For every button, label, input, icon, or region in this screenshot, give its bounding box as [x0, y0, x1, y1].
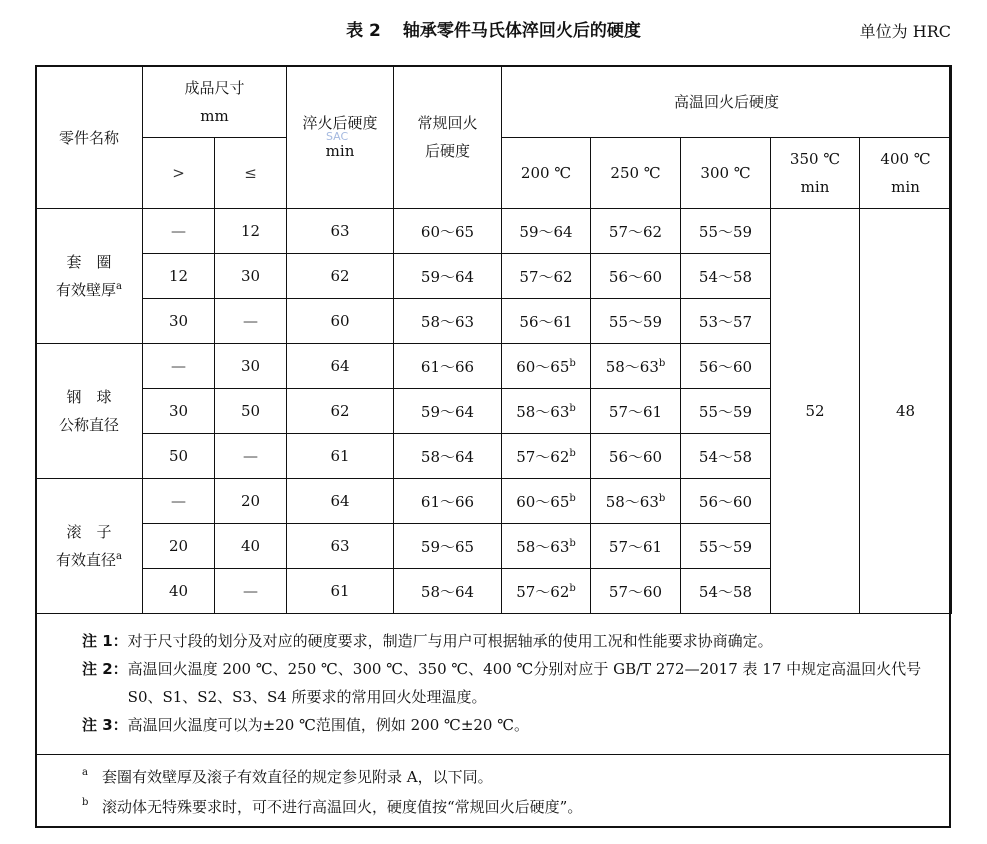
- t200-cell: [502, 524, 591, 569]
- size-gt-cell: 20: [143, 524, 215, 569]
- t250-cell: [591, 209, 681, 254]
- t250-value: 55～59: [608, 312, 663, 331]
- quench-hardness-cell: 60: [287, 299, 394, 344]
- normal-temper-cell: 61～66: [394, 479, 502, 524]
- quench-hardness-cell: 63: [287, 209, 394, 254]
- unit-label: 单位为 HRC: [859, 22, 951, 41]
- footnote-mark: b: [658, 492, 666, 504]
- header-t350: 350 ℃ min: [771, 138, 860, 209]
- t300-cell: 54～58: [681, 434, 771, 479]
- t200-cell: [502, 389, 591, 434]
- size-le-cell: 50: [215, 389, 287, 434]
- note-2: 注 2： 高温回火温度 200 ℃、250 ℃、300 ℃、350 ℃、400 ℃分别对应于 GB/T 272—2017 表 17 中规定高温回火代号 S0、S1、S2、S3、S4 所要求的常用回火处理温度。: [82, 660, 922, 706]
- t250-cell: [591, 524, 681, 569]
- t250-value: 57～60: [608, 582, 663, 601]
- size-le-cell: 12: [215, 209, 287, 254]
- table-body: [36, 209, 952, 614]
- size-gt-cell: —: [143, 344, 215, 389]
- t250-cell: [591, 434, 681, 479]
- t250-value: 56～60: [608, 447, 663, 466]
- part-name-line1: 钢 球: [66, 388, 112, 406]
- footnote-mark: b: [569, 537, 576, 549]
- header-part-name: 零件名称: [36, 66, 143, 209]
- note-1: 注 1： 对于尺寸段的划分及对应的硬度要求，制造厂与用户可根据轴承的使用工况和性能要求协商确定。: [82, 632, 773, 650]
- size-gt-cell: 50: [143, 434, 215, 479]
- watermark-logo: SAC: [326, 130, 349, 143]
- note-3: 注 3： 高温回火温度可以为±20 ℃范围值，例如 200 ℃±20 ℃。: [82, 716, 530, 734]
- header-t250: 250 ℃: [591, 138, 681, 209]
- size-le-cell: —: [215, 569, 287, 614]
- footnote-mark: b: [569, 357, 576, 369]
- t200-value: 57～62: [516, 447, 570, 466]
- t300-cell: 54～58: [681, 254, 771, 299]
- footnote-mark: b: [569, 447, 576, 459]
- footnote-mark: b: [569, 582, 576, 594]
- part-name-line2: 有效直径: [56, 551, 117, 569]
- header-size: 成品尺寸 mm: [143, 66, 287, 138]
- quench-hardness-cell: 61: [287, 569, 394, 614]
- size-le-cell: 40: [215, 524, 287, 569]
- t250-cell: [591, 569, 681, 614]
- t300-cell: 56～60: [681, 344, 771, 389]
- t200-cell: [502, 569, 591, 614]
- part-name-line2: 公称直径: [58, 416, 119, 434]
- footnote-mark: b: [569, 492, 576, 504]
- t250-value: 58～63: [605, 357, 659, 376]
- size-gt-cell: 30: [143, 389, 215, 434]
- t200-value: 56～61: [519, 312, 573, 331]
- footnote-mark: a: [116, 551, 122, 562]
- t200-value: 59～64: [519, 222, 573, 241]
- t200-value: 57～62: [519, 267, 573, 286]
- header-high-temp: 高温回火后硬度: [502, 66, 952, 138]
- quench-hardness-cell: 64: [287, 479, 394, 524]
- footnote-b: b 滚动体无特殊要求时，可不进行高温回火，硬度值按“常规回火后硬度”。: [82, 797, 583, 816]
- t200-value: 60～65: [516, 492, 570, 511]
- part-name-cell: [36, 209, 143, 344]
- t250-cell: [591, 344, 681, 389]
- size-gt-cell: 40: [143, 569, 215, 614]
- normal-temper-cell: 59～64: [394, 254, 502, 299]
- part-name-line1: 滚 子: [66, 523, 112, 541]
- normal-temper-cell: 58～63: [394, 299, 502, 344]
- t400-merged-cell: 48: [860, 209, 952, 614]
- t200-value: 58～63: [516, 402, 570, 421]
- t300-cell: 54～58: [681, 569, 771, 614]
- quench-hardness-cell: 62: [287, 389, 394, 434]
- size-gt-cell: 12: [143, 254, 215, 299]
- part-name-cell: [36, 344, 143, 479]
- header-t400: 400 ℃ min: [860, 138, 952, 209]
- t250-value: 57～61: [608, 537, 663, 556]
- t200-cell: [502, 254, 591, 299]
- footnotes-section: [36, 762, 950, 822]
- t250-cell: [591, 479, 681, 524]
- notes-section: [36, 613, 950, 755]
- header-gt: >: [143, 138, 215, 209]
- part-name-line1: 套 圈: [66, 253, 112, 271]
- footnote-mark: b: [569, 402, 576, 414]
- t250-value: 58～63: [605, 492, 659, 511]
- table-title: [0, 16, 987, 41]
- size-le-cell: 30: [215, 254, 287, 299]
- normal-temper-cell: 59～64: [394, 389, 502, 434]
- t200-cell: [502, 299, 591, 344]
- quench-hardness-cell: 61: [287, 434, 394, 479]
- hardness-table: [35, 65, 952, 614]
- size-le-cell: 20: [215, 479, 287, 524]
- t250-cell: [591, 299, 681, 344]
- quench-hardness-cell: 62: [287, 254, 394, 299]
- normal-temper-cell: 58～64: [394, 569, 502, 614]
- size-gt-cell: —: [143, 479, 215, 524]
- t200-cell: [502, 434, 591, 479]
- header-t200: 200 ℃: [502, 138, 591, 209]
- t350-merged-cell: 52: [771, 209, 860, 614]
- table-row: [36, 209, 952, 254]
- t250-value: 56～60: [608, 267, 663, 286]
- header-quench-hardness: 淬火后硬度 min: [287, 66, 394, 209]
- t300-cell: 53～57: [681, 299, 771, 344]
- quench-hardness-cell: 64: [287, 344, 394, 389]
- t200-value: 60～65: [516, 357, 570, 376]
- size-le-cell: 30: [215, 344, 287, 389]
- t250-cell: [591, 389, 681, 434]
- size-le-cell: —: [215, 434, 287, 479]
- t300-cell: 56～60: [681, 479, 771, 524]
- t200-cell: [502, 344, 591, 389]
- t200-cell: [502, 209, 591, 254]
- part-name-cell: [36, 479, 143, 614]
- size-gt-cell: 30: [143, 299, 215, 344]
- footnote-mark: b: [658, 357, 666, 369]
- normal-temper-cell: 59～65: [394, 524, 502, 569]
- t250-cell: [591, 254, 681, 299]
- normal-temper-cell: 58～64: [394, 434, 502, 479]
- table-number: 表 2: [346, 21, 381, 41]
- normal-temper-cell: 61～66: [394, 344, 502, 389]
- t200-value: 58～63: [516, 537, 570, 556]
- header-le: ≤: [215, 138, 287, 209]
- t200-cell: [502, 479, 591, 524]
- footnote-mark: a: [116, 281, 122, 292]
- t300-cell: 55～59: [681, 389, 771, 434]
- part-name-line2: 有效壁厚: [56, 281, 117, 299]
- header-t300: 300 ℃: [681, 138, 771, 209]
- footnote-a: a 套圈有效壁厚及滚子有效直径的规定参见附录 A，以下同。: [82, 767, 493, 786]
- table-title-text: 轴承零件马氏体淬回火后的硬度: [402, 21, 641, 41]
- t250-value: 57～62: [608, 222, 663, 241]
- t200-value: 57～62: [516, 582, 570, 601]
- size-gt-cell: —: [143, 209, 215, 254]
- t300-cell: 55～59: [681, 524, 771, 569]
- header-normal-temper: 常规回火 后硬度: [394, 66, 502, 209]
- normal-temper-cell: 60～65: [394, 209, 502, 254]
- t300-cell: 55～59: [681, 209, 771, 254]
- size-le-cell: —: [215, 299, 287, 344]
- t250-value: 57～61: [608, 402, 663, 421]
- quench-hardness-cell: 63: [287, 524, 394, 569]
